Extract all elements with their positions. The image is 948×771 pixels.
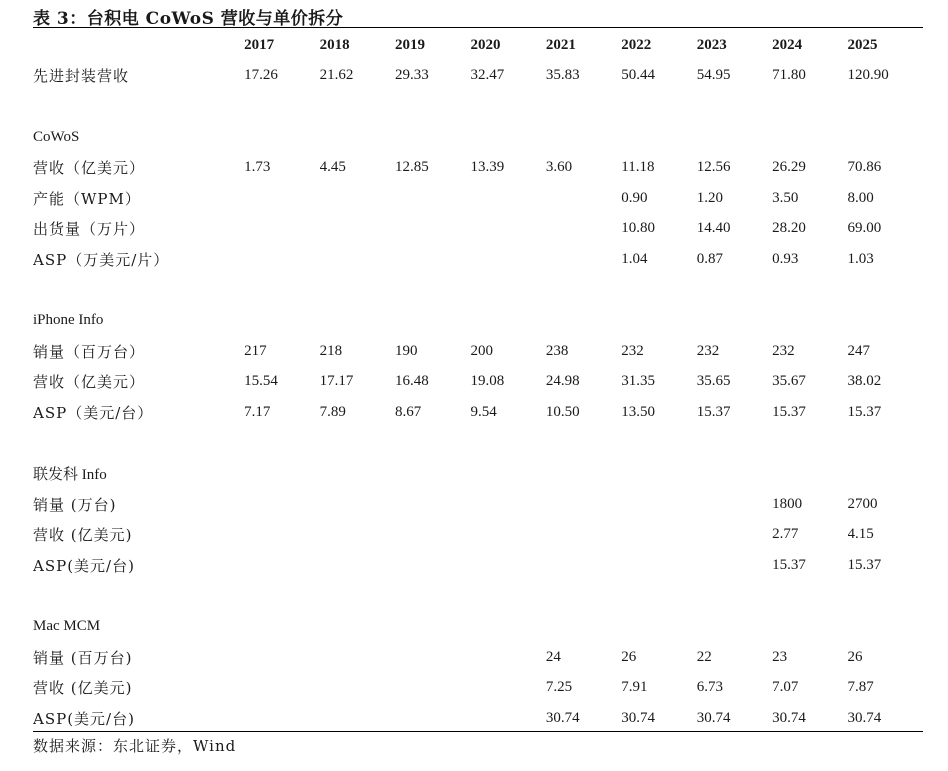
spacer-row bbox=[33, 275, 923, 306]
value-cell bbox=[320, 489, 395, 520]
value-cell bbox=[546, 550, 621, 581]
value-cell: 13.39 bbox=[470, 159, 505, 176]
section-title: CoWoS bbox=[33, 128, 80, 145]
value-cell: 218 bbox=[319, 342, 343, 359]
table-row bbox=[33, 397, 923, 428]
section-row bbox=[33, 611, 923, 642]
value-cell: 12.85 bbox=[395, 159, 429, 176]
year-header: 2024 bbox=[772, 36, 803, 53]
value-cell: 15.37 bbox=[847, 556, 882, 573]
value-cell: 200 bbox=[470, 342, 493, 359]
value-cell: 21.62 bbox=[319, 67, 354, 84]
table-row bbox=[33, 520, 923, 551]
value-cell: 7.25 bbox=[545, 679, 573, 696]
row-label: 营收（亿美元） bbox=[33, 373, 146, 392]
value-cell: 24.98 bbox=[545, 373, 580, 390]
value-cell bbox=[320, 183, 395, 214]
value-cell bbox=[320, 214, 395, 245]
value-cell: 16.48 bbox=[395, 373, 429, 390]
row-label: 营收（亿美元） bbox=[33, 159, 146, 178]
year-header: 2022 bbox=[621, 36, 652, 53]
table-row bbox=[33, 244, 923, 275]
value-cell: 2700 bbox=[847, 495, 878, 512]
value-cell bbox=[320, 520, 395, 551]
value-cell: 1800 bbox=[772, 495, 803, 512]
value-cell: 6.73 bbox=[696, 679, 723, 696]
row-label: 销量（百万台） bbox=[33, 342, 146, 361]
value-cell: 1.73 bbox=[244, 159, 271, 176]
spacer-row bbox=[33, 428, 923, 459]
value-cell: 26 bbox=[847, 648, 863, 665]
row-label: ASP(美元/台) bbox=[33, 556, 135, 575]
value-cell bbox=[546, 520, 621, 551]
row-label: 先进封装营收 bbox=[33, 67, 130, 86]
value-cell: 7.17 bbox=[244, 403, 271, 420]
row-label: ASP（万美元/片） bbox=[33, 250, 170, 269]
spacer-cell bbox=[33, 275, 923, 306]
value-cell: 2.77 bbox=[772, 526, 799, 543]
value-cell bbox=[395, 489, 470, 520]
value-cell: 1.04 bbox=[621, 250, 648, 267]
value-cell bbox=[320, 550, 395, 581]
value-cell: 232 bbox=[772, 342, 795, 359]
value-cell: 30.74 bbox=[696, 709, 731, 726]
value-cell bbox=[395, 520, 470, 551]
table-row bbox=[33, 367, 923, 398]
value-cell: 4.15 bbox=[847, 526, 874, 543]
year-header: 2021 bbox=[545, 36, 576, 53]
value-cell: 38.02 bbox=[847, 373, 882, 390]
value-cell bbox=[470, 642, 545, 673]
value-cell bbox=[697, 489, 772, 520]
row-label: 营收 (亿美元) bbox=[33, 679, 133, 698]
table-row bbox=[33, 336, 923, 367]
value-cell bbox=[320, 703, 395, 734]
year-header: 2023 bbox=[696, 36, 727, 53]
value-cell bbox=[470, 183, 545, 214]
header-row bbox=[33, 30, 923, 61]
value-cell bbox=[697, 550, 772, 581]
value-cell: 35.65 bbox=[696, 373, 731, 390]
row-label: ASP（美元/台） bbox=[33, 403, 154, 422]
table-title: 表 3：台积电 CoWoS 营收与单价拆分 bbox=[33, 9, 344, 29]
value-cell: 14.40 bbox=[696, 220, 731, 237]
value-cell: 232 bbox=[621, 342, 644, 359]
value-cell bbox=[470, 703, 545, 734]
value-cell: 3.50 bbox=[772, 189, 799, 206]
value-cell: 15.37 bbox=[847, 403, 882, 420]
value-cell: 54.95 bbox=[696, 67, 731, 84]
value-cell: 50.44 bbox=[621, 67, 656, 84]
value-cell bbox=[244, 642, 319, 673]
value-cell bbox=[546, 489, 621, 520]
section-title: iPhone Info bbox=[33, 312, 104, 329]
source-note: 数据来源：东北证券，Wind bbox=[33, 737, 237, 755]
value-cell: 10.80 bbox=[621, 220, 656, 237]
row-label: 销量 (万台) bbox=[33, 495, 117, 514]
value-cell: 15.37 bbox=[696, 403, 731, 420]
value-cell: 7.87 bbox=[847, 679, 874, 696]
value-cell bbox=[395, 672, 470, 703]
value-cell: 7.89 bbox=[319, 403, 346, 420]
row-label: ASP(美元/台) bbox=[33, 709, 135, 728]
data-table bbox=[33, 30, 923, 734]
value-cell bbox=[395, 214, 470, 245]
value-cell: 30.74 bbox=[772, 709, 806, 726]
value-cell: 17.26 bbox=[244, 67, 278, 84]
value-cell bbox=[470, 550, 545, 581]
value-cell bbox=[244, 489, 319, 520]
year-header: 2018 bbox=[319, 36, 350, 53]
value-cell: 69.00 bbox=[847, 220, 882, 237]
value-cell: 247 bbox=[847, 342, 871, 359]
value-cell: 7.07 bbox=[772, 679, 799, 696]
value-cell: 26.29 bbox=[772, 159, 806, 176]
table-row bbox=[33, 214, 923, 245]
value-cell: 29.33 bbox=[395, 67, 429, 84]
value-cell: 1.03 bbox=[847, 250, 874, 267]
value-cell: 13.50 bbox=[621, 403, 656, 420]
value-cell bbox=[395, 244, 470, 275]
value-cell bbox=[395, 550, 470, 581]
value-cell: 238 bbox=[545, 342, 569, 359]
value-cell: 32.47 bbox=[470, 67, 505, 84]
value-cell bbox=[244, 244, 319, 275]
value-cell: 23 bbox=[772, 648, 788, 665]
table-row bbox=[33, 550, 923, 581]
value-cell bbox=[244, 520, 319, 551]
value-cell bbox=[320, 244, 395, 275]
value-cell: 70.86 bbox=[847, 159, 882, 176]
value-cell: 9.54 bbox=[470, 403, 497, 420]
table-row bbox=[33, 703, 923, 734]
value-cell: 1.20 bbox=[696, 189, 723, 206]
year-header: 2017 bbox=[244, 36, 275, 53]
value-cell bbox=[244, 703, 319, 734]
row-label: 出货量（万片） bbox=[33, 220, 146, 239]
value-cell: 15.37 bbox=[772, 556, 806, 573]
table-row bbox=[33, 489, 923, 520]
value-cell bbox=[470, 520, 545, 551]
year-header: 2020 bbox=[470, 36, 501, 53]
value-cell: 31.35 bbox=[621, 373, 656, 390]
value-cell bbox=[244, 214, 319, 245]
value-cell: 8.00 bbox=[847, 189, 874, 206]
section-title: Mac MCM bbox=[33, 618, 101, 635]
row-label: 营收 (亿美元) bbox=[33, 526, 133, 545]
value-cell bbox=[470, 214, 545, 245]
value-cell bbox=[395, 642, 470, 673]
value-cell: 11.18 bbox=[621, 159, 655, 176]
value-cell bbox=[546, 244, 621, 275]
spacer-row bbox=[33, 581, 923, 612]
value-cell: 0.93 bbox=[772, 250, 799, 267]
value-cell: 12.56 bbox=[696, 159, 731, 176]
value-cell: 30.74 bbox=[847, 709, 882, 726]
value-cell bbox=[621, 489, 696, 520]
value-cell bbox=[621, 550, 696, 581]
value-cell: 19.08 bbox=[470, 373, 505, 390]
value-cell: 120.90 bbox=[847, 67, 889, 84]
row-label: 销量 (百万台) bbox=[33, 648, 133, 667]
value-cell bbox=[320, 642, 395, 673]
section-row bbox=[33, 458, 923, 489]
value-cell: 35.67 bbox=[772, 373, 806, 390]
table-row bbox=[33, 183, 923, 214]
value-cell: 7.91 bbox=[621, 679, 648, 696]
value-cell: 24 bbox=[545, 648, 561, 665]
value-cell: 35.83 bbox=[545, 67, 580, 84]
value-cell bbox=[621, 520, 696, 551]
value-cell: 22 bbox=[696, 648, 712, 665]
year-header: 2025 bbox=[847, 36, 878, 53]
value-cell: 71.80 bbox=[772, 67, 806, 84]
value-cell bbox=[244, 550, 319, 581]
value-cell: 0.90 bbox=[621, 189, 648, 206]
value-cell: 17.17 bbox=[319, 373, 354, 390]
value-cell: 26 bbox=[621, 648, 637, 665]
value-cell: 4.45 bbox=[319, 159, 346, 176]
value-cell bbox=[697, 520, 772, 551]
table-row bbox=[33, 152, 923, 183]
value-cell: 15.54 bbox=[244, 373, 278, 390]
value-cell bbox=[470, 489, 545, 520]
value-cell bbox=[244, 183, 319, 214]
section-row bbox=[33, 305, 923, 336]
value-cell bbox=[320, 672, 395, 703]
bottom-rule bbox=[33, 731, 923, 732]
value-cell: 10.50 bbox=[545, 403, 580, 420]
value-cell bbox=[470, 244, 545, 275]
value-cell: 3.60 bbox=[545, 159, 573, 176]
value-cell: 217 bbox=[244, 342, 267, 359]
spacer-cell bbox=[33, 91, 923, 122]
table-body bbox=[33, 61, 923, 734]
value-cell bbox=[470, 672, 545, 703]
value-cell: 15.37 bbox=[772, 403, 806, 420]
row-label: 产能（WPM） bbox=[33, 189, 141, 208]
top-rule bbox=[33, 27, 923, 28]
section-title: 联发科 Info bbox=[33, 467, 107, 484]
value-cell: 28.20 bbox=[772, 220, 806, 237]
value-cell: 232 bbox=[696, 342, 720, 359]
spacer-row bbox=[33, 91, 923, 122]
spacer-cell bbox=[33, 428, 923, 459]
value-cell bbox=[244, 672, 319, 703]
value-cell bbox=[395, 183, 470, 214]
value-cell bbox=[546, 183, 621, 214]
value-cell bbox=[546, 214, 621, 245]
spacer-cell bbox=[33, 581, 923, 612]
value-cell: 190 bbox=[395, 342, 418, 359]
value-cell bbox=[395, 703, 470, 734]
table-row bbox=[33, 61, 923, 92]
value-cell: 30.74 bbox=[621, 709, 656, 726]
table-row bbox=[33, 642, 923, 673]
value-cell: 0.87 bbox=[696, 250, 723, 267]
section-row bbox=[33, 122, 923, 153]
header-label-cell bbox=[33, 30, 244, 61]
table-row bbox=[33, 672, 923, 703]
year-header: 2019 bbox=[395, 36, 426, 53]
value-cell: 30.74 bbox=[545, 709, 580, 726]
value-cell: 8.67 bbox=[395, 403, 422, 420]
